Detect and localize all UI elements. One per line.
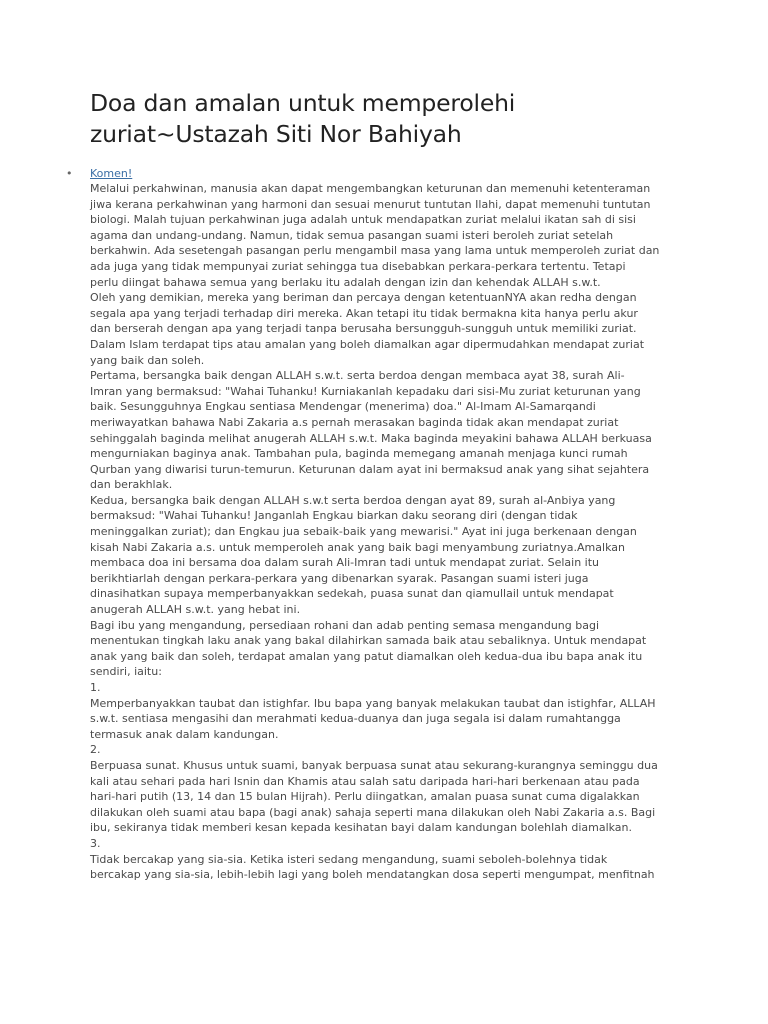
article-title: [90, 88, 710, 150]
body-text-line: bercakap yang sia-sia, lebih-lebih lagi yang boleh mendatangkan dosa seperti mengumpat, menfitnah: [90, 868, 655, 882]
body-text-line: Bagi ibu yang mengandung, persediaan rohani dan adab penting semasa mengandung bagi: [90, 618, 600, 632]
body-text-line: Memperbanyakkan taubat dan istighfar. Ibu bapa yang banyak melakukan taubat dan istighfar, ALLAH: [90, 696, 656, 710]
body-text-line: Imran yang bermaksud: "Wahai Tuhanku! Kurniakanlah kepadaku dari sisi-Mu zuriat keturunan yang: [90, 384, 641, 398]
body-text-line: Kedua, bersangka baik dengan ALLAH s.w.t serta berdoa dengan ayat 89, surah al-Anbiya yang: [90, 493, 616, 507]
body-text-line: ibu, sekiranya tidak memberi kesan kepada kesihatan bayi dalam kandungan bolehlah diamalkan.: [90, 821, 633, 835]
body-text-line: Dalam Islam terdapat tips atau amalan yang boleh diamalkan agar dipermudahkan mendapat zuriat: [90, 337, 645, 351]
comment-link[interactable]: Komen!: [90, 167, 133, 180]
body-text-line: sendiri, iaitu:: [90, 665, 162, 679]
body-text-line: dan berakhlak.: [90, 478, 173, 492]
body-text-line: meriwayatkan bahawa Nabi Zakaria a.s pernah merasakan baginda tidak akan mendapat zuriat: [90, 415, 619, 429]
body-text-line: berkahwin. Ada sesetengah pasangan perlu mengambil masa yang lama untuk memperoleh zuriat dan: [90, 244, 660, 258]
body-text-line: hari-hari putih (13, 14 dan 15 bulan Hijrah). Perlu diingatkan, amalan puasa sunat cuma digalakkan: [90, 790, 640, 804]
body-text-line: biologi. Malah tujuan perkahwinan juga adalah untuk mendapatkan zuriat melalui ikatan sah di sisi: [90, 213, 636, 227]
body-text-line: anugerah ALLAH s.w.t. yang hebat ini.: [90, 603, 301, 617]
body-text-line: sehinggalah baginda melihat anugerah ALLAH s.w.t. Maka baginda meyakini bahawa ALLAH berkuasa: [90, 431, 652, 445]
body-text-line: kali atau sehari pada hari Isnin dan Khamis atau salah satu daripada hari-hari berkenaan atau pada: [90, 774, 640, 788]
body-text-line: Tidak bercakap yang sia-sia. Ketika isteri sedang mengandung, suami seboleh-bolehnya tidak: [90, 852, 608, 866]
body-text-line: dinasihatkan supaya memperbanyakkan sedekah, puasa sunat dan qiamullail untuk mendapat: [90, 587, 614, 601]
body-text-line: perlu diingat bahawa semua yang berlaku itu adalah dengan izin dan kehendak ALLAH s.w.t.: [90, 275, 601, 289]
body-text-line: termasuk anak dalam kandungan.: [90, 727, 279, 741]
body-text-line: kisah Nabi Zakaria a.s. untuk memperoleh anak yang baik bagi menyambung zuriatnya.Amalkan: [90, 540, 625, 554]
body-text-line: Melalui perkahwinan, manusia akan dapat mengembangkan keturunan dan memenuhi ketenteraman: [90, 182, 651, 195]
article-body: [90, 181, 690, 883]
body-text-line: segala apa yang terjadi terhadap diri mereka. Akan tetapi itu tidak bermakna kita hanya perlu akur: [90, 306, 638, 320]
body-text-line: s.w.t. sentiasa mengasihi dan merahmati kedua-duanya dan juga segala isi dalam rumahtangga: [90, 712, 621, 726]
article-title-line: zuriat~Ustazah Siti Nor Bahiyah: [90, 120, 462, 148]
body-text-line: Oleh yang demikian, mereka yang beriman dan percaya dengan ketentuanNYA akan redha dengan: [90, 291, 637, 305]
body-text-line: 2.: [90, 743, 101, 757]
body-text-line: agama dan undang-undang. Namun, tidak semua pasangan suami isteri beroleh zuriat setelah: [90, 228, 614, 242]
body-text-line: meninggalkan zuriat); dan Engkau jua sebaik-baik yang mewarisi." Ayat ini juga berkenaan dengan: [90, 525, 637, 539]
body-text-line: menentukan tingkah laku anak yang bakal dilahirkan samada baik atau sebaliknya. Untuk mendapat: [90, 634, 647, 648]
body-text-line: berikhtiarlah dengan perkara-perkara yang dibenarkan syarak. Pasangan suami isteri juga: [90, 571, 589, 585]
list-bullet: •: [66, 167, 73, 180]
body-text-line: Qurban yang diwarisi turun-temurun. Keturunan dalam ayat ini bermaksud anak yang sihat sejahtera: [90, 462, 650, 476]
body-text-line: ada juga yang tidak mempunyai zuriat sehingga tua disebabkan perkara-perkara tertentu. Tetapi: [90, 259, 626, 273]
body-text-line: dilakukan oleh suami atau bapa (bagi anak) sahaja seperti mana dilakukan oleh Nabi Zakaria a.s. Bagi: [90, 805, 656, 819]
body-text-line: Pertama, bersangka baik dengan ALLAH s.w.t. serta berdoa dengan membaca ayat 38, surah Ali-: [90, 369, 625, 383]
article-title-line: Doa dan amalan untuk memperolehi: [90, 89, 516, 117]
body-text-line: dan berserah dengan apa yang terjadi tanpa berusaha bersungguh-sungguh untuk memiliki zuriat.: [90, 322, 637, 336]
body-text-line: mengurniakan baginya anak. Tambahan pula, baginda memegang amanah menjaga kunci rumah: [90, 447, 628, 461]
body-text-line: membaca doa ini bersama doa dalam surah Ali-Imran tadi untuk mendapat zuriat. Selain itu: [90, 556, 600, 570]
body-text-line: Berpuasa sunat. Khusus untuk suami, banyak berpuasa sunat atau sekurang-kurangnya seminggu dua: [90, 758, 658, 772]
body-text-line: yang baik dan soleh.: [90, 353, 205, 367]
body-text-line: 3.: [90, 836, 101, 850]
body-text-line: bermaksud: "Wahai Tuhanku! Janganlah Engkau biarkan daku seorang diri (dengan tidak: [90, 509, 578, 523]
body-text-line: baik. Sesungguhnya Engkau sentiasa Mendengar (menerima) doa." Al-Imam Al-Samarqandi: [90, 400, 596, 414]
body-text-line: 1.: [90, 681, 101, 694]
body-text-line: jiwa kerana perkahwinan yang harmoni dan sesuai menurut tuntutan Ilahi, dapat memenuhi tuntutan: [90, 197, 651, 211]
body-text-line: anak yang baik dan soleh, terdapat amalan yang patut diamalkan oleh kedua-dua ibu bapa anak itu: [90, 649, 643, 663]
